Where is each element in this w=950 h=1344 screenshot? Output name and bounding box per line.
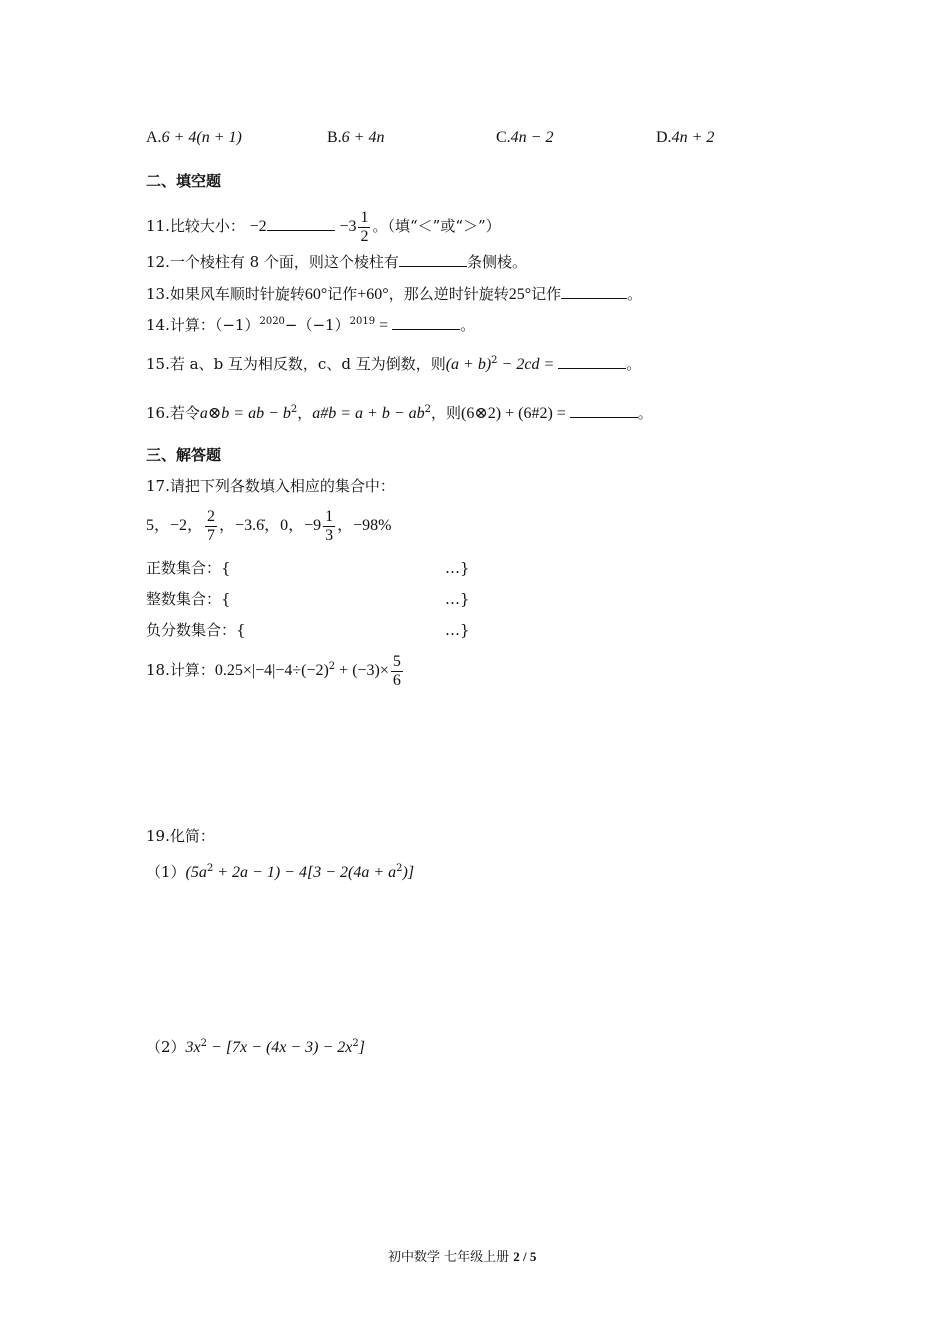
question-11: 11.比较大小： −2 −3 $\frac{1}{2}$ 。（填“＜”或“＞”）	[146, 208, 501, 245]
set-positive-end: …}	[445, 559, 470, 577]
question-19-title: 19.化简：	[146, 827, 215, 845]
fraction: $\frac{1}{3}$	[325, 507, 334, 544]
page-total: 5	[529, 1249, 537, 1264]
question-12: 12.一个棱柱有 8 个面，则这个棱柱有 条侧棱。	[146, 253, 527, 271]
question-14: 14.计算：$(-1)^{2020}-(-1)^{2019}$ = 。	[146, 316, 476, 334]
option-d: D.4n + 2	[656, 129, 715, 146]
question-17-numbers: 5，−2， $\frac{2}{7}$ ，−3.6̇，0，−9 $\frac{1}{3}$ ，−98%	[146, 507, 392, 544]
fraction: $\frac{2}{7}$	[207, 507, 216, 544]
set-integer-end: …}	[445, 590, 470, 608]
option-c: C.4n − 2	[496, 129, 554, 146]
set-integer-label: 整数集合：{	[146, 590, 231, 608]
question-15: 15.若 a、b 互为相反数，c、d 互为倒数，则$(a + b)^2 - 2cd$ = 。	[146, 355, 642, 373]
section-heading-solve: 三、解答题	[146, 446, 222, 464]
answer-blank[interactable]	[267, 216, 335, 231]
fraction: $\frac{1}{2}$	[360, 208, 369, 245]
answer-blank[interactable]	[392, 315, 460, 330]
question-19-part-1: $(1)(5a^2 + 2a - 1) - 4[3 - 2(4a + a^2)]$	[146, 863, 415, 881]
fraction: $\frac{5}{6}$	[392, 652, 401, 689]
question-17-title: 17.请把下列各数填入相应的集合中：	[146, 477, 395, 495]
option-a: A.6 + 4(n + 1)	[146, 129, 242, 146]
answer-blank[interactable]	[399, 252, 467, 267]
answer-blank[interactable]	[570, 403, 638, 418]
section-heading-fill-blank: 二、填空题	[146, 172, 222, 190]
answer-blank[interactable]	[561, 284, 627, 299]
question-18: 18.计算：$0.25\times|-4|-4\div(-2)^2 + (-3)\times$ $\frac{5}{6}$	[146, 652, 401, 689]
question-19-part-2: $(2)3x^2 - [7x - (4x - 3) - 2x^2]$	[146, 1038, 366, 1056]
set-negative-fraction-label: 负分数集合：{	[146, 621, 246, 639]
answer-blank[interactable]	[558, 354, 626, 369]
page-footer: 初中数学 七年级上册 2 / 5	[388, 1249, 537, 1265]
option-b: B.6 + 4n	[327, 129, 385, 146]
question-13: 13.如果风车顺时针旋转60°记作+60°，那么逆时针旋转25°记作 。	[146, 285, 643, 303]
set-positive-label: 正数集合：{	[146, 559, 231, 577]
set-negative-fraction-end: …}	[445, 621, 470, 639]
question-16: 16.若令a⊗b = ab − $b^2$，a#b = $a + b - ab^2$，则(6⊗2) + (6#2) = 。	[146, 404, 653, 422]
page-number: 2	[513, 1249, 520, 1264]
